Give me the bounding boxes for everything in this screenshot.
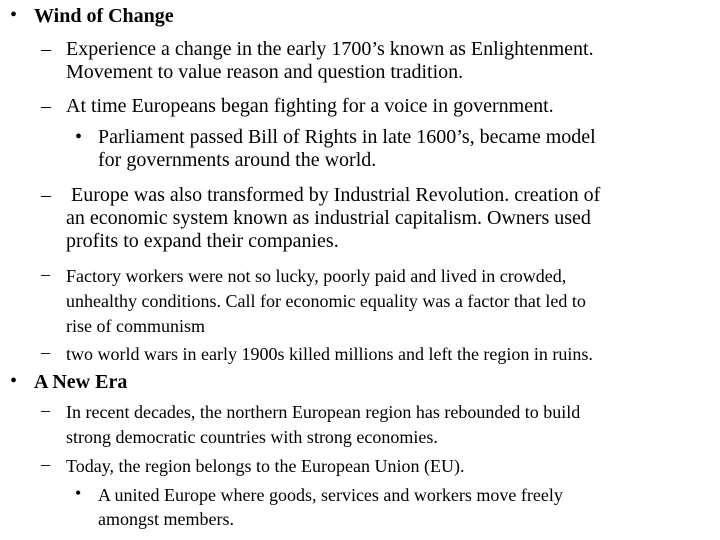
bullet-marker: •: [75, 483, 82, 503]
dash-marker: –: [41, 264, 50, 284]
dash-marker: –: [41, 38, 51, 60]
dash-marker: –: [41, 454, 50, 474]
bullet-marker: •: [10, 370, 18, 392]
heading-text: A New Era: [34, 371, 128, 393]
dash-marker: –: [41, 342, 50, 362]
subitem-text: Today, the region belongs to the European Union (EU).: [66, 456, 465, 476]
subitem-text: Europe was also transformed by Industrial Revolution. creation of an economic system known as industrial capitalism. Owners used profits to expand their companies.: [66, 184, 601, 252]
subsubitem-text: Parliament passed Bill of Rights in late 1600’s, became model for governments around the world.: [98, 126, 596, 171]
heading-text: Wind of Change: [34, 5, 174, 27]
subitem-text: In recent decades, the northern European region has rebounded to build strong democratic countries with strong economies.: [66, 402, 581, 447]
subitem-text: Experience a change in the early 1700’s known as Enlightenment. Movement to value reason and question tradition.: [66, 38, 594, 83]
subitem-text: Factory workers were not so lucky, poorly paid and lived in crowded, unhealthy conditions. Call for economic equality was a factor that led to rise of communism: [66, 266, 586, 336]
bullet-marker: •: [10, 4, 18, 26]
bullet-marker: •: [75, 126, 83, 148]
subitem-text: two world wars in early 1900s killed millions and left the region in ruins.: [66, 344, 593, 364]
subitem-text: At time Europeans began fighting for a voice in government.: [66, 95, 554, 117]
subsubitem-text: A united Europe where goods, services and workers move freely amongst members.: [98, 485, 563, 529]
dash-marker: –: [41, 184, 51, 206]
dash-marker: –: [41, 95, 51, 117]
dash-marker: –: [41, 400, 50, 420]
